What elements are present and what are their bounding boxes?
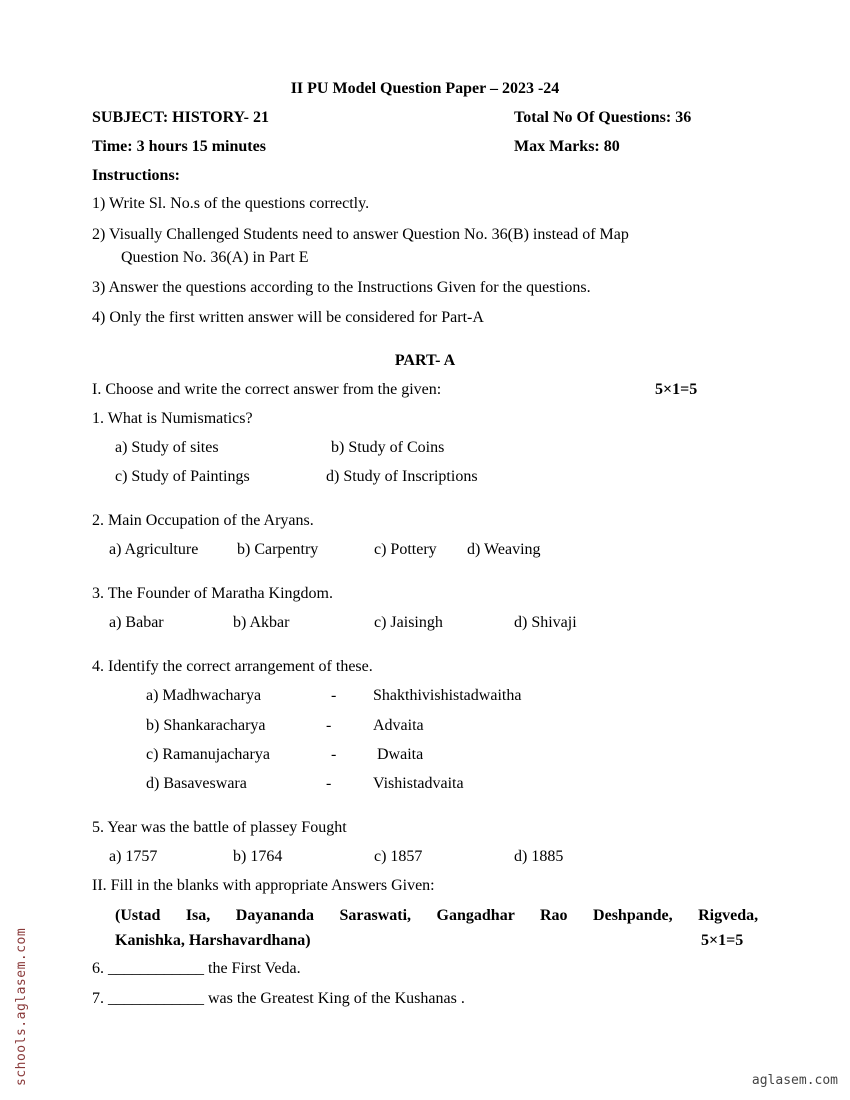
- q4-pair-dash: -: [326, 775, 332, 792]
- q4-pair-dash: -: [331, 746, 337, 763]
- instruction-item: 3) Answer the questions according to the Instructions Given for the questions.: [92, 279, 591, 296]
- q2-option-d: d) Weaving: [467, 541, 541, 558]
- q2-option-c: c) Pottery: [374, 541, 437, 558]
- fill-blank-text: was the Greatest King of the Kushanas .: [208, 990, 465, 1007]
- max-marks-label: Max Marks: 80: [514, 138, 620, 155]
- q4-pair-dash: -: [326, 717, 332, 734]
- question-5: 5. Year was the battle of plassey Fought: [92, 819, 347, 836]
- q5-option-a: a) 1757: [109, 848, 158, 865]
- fill-blank-number: 7.: [92, 990, 104, 1007]
- q4-pair-dash: -: [331, 687, 337, 704]
- instructions-heading: Instructions:: [92, 167, 181, 184]
- section-2-marks: 5×1=5: [701, 932, 744, 949]
- q2-option-b: b) Carpentry: [237, 541, 319, 558]
- fill-blank-question: [92, 989, 465, 1009]
- section-2-instruction: II. Fill in the blanks with appropriate Answers Given:: [92, 877, 435, 894]
- question-3: 3. The Founder of Maratha Kingdom.: [92, 585, 333, 602]
- q5-option-b: b) 1764: [233, 848, 283, 865]
- q1-option-b: b) Study of Coins: [331, 439, 445, 456]
- instruction-item-continued: Question No. 36(A) in Part E: [121, 249, 309, 266]
- instruction-item: 1) Write Sl. No.s of the questions correctly.: [92, 195, 370, 212]
- q4-pair-left: a) Madhwacharya: [146, 687, 262, 704]
- part-a-title: PART- A: [394, 352, 456, 369]
- total-questions-label: Total No Of Questions: 36: [514, 109, 692, 126]
- fill-blank-line: ____________: [108, 990, 204, 1007]
- answer-choice-word: Dayananda: [235, 907, 315, 924]
- q1-option-a: a) Study of sites: [115, 439, 219, 456]
- q5-option-d: d) 1885: [514, 848, 564, 865]
- q4-pair-right: Shakthivishistadwaitha: [373, 687, 522, 704]
- answer-choice-word: Rigveda,: [698, 907, 759, 924]
- q1-option-d: d) Study of Inscriptions: [326, 468, 478, 485]
- q4-pair-left: d) Basaveswara: [146, 775, 247, 792]
- answer-choices-line-1: [115, 906, 758, 926]
- answer-choice-word: (Ustad: [115, 907, 161, 924]
- q3-option-c: c) Jaisingh: [374, 614, 443, 631]
- section-1-marks: 5×1=5: [655, 381, 698, 398]
- fill-blank-text: the First Veda.: [208, 960, 301, 977]
- q4-pair-left: b) Shankaracharya: [146, 717, 266, 734]
- q4-pair-left: c) Ramanujacharya: [146, 746, 270, 763]
- q4-pair-right: Advaita: [373, 717, 424, 734]
- answer-choice-word: Rao: [539, 907, 568, 924]
- fill-blank-question: [92, 959, 301, 979]
- section-1-instruction: I. Choose and write the correct answer from the given:: [92, 381, 442, 398]
- q5-option-c: c) 1857: [374, 848, 423, 865]
- paper-title: II PU Model Question Paper – 2023 -24: [290, 80, 560, 97]
- q1-option-c: c) Study of Paintings: [115, 468, 250, 485]
- q3-option-d: d) Shivaji: [514, 614, 577, 631]
- question-4: 4. Identify the correct arrangement of these.: [92, 658, 373, 675]
- instruction-item: 2) Visually Challenged Students need to answer Question No. 36(B) instead of Map: [92, 226, 629, 243]
- answer-choice-word: Saraswati,: [339, 907, 412, 924]
- fill-blank-number: 6.: [92, 960, 104, 977]
- footer-watermark: aglasem.com: [751, 1073, 838, 1088]
- answer-choices-line-2: Kanishka, Harshavardhana): [115, 932, 311, 949]
- question-2: 2. Main Occupation of the Aryans.: [92, 512, 314, 529]
- q3-option-b: b) Akbar: [233, 614, 290, 631]
- side-watermark: schools.aglasem.com: [14, 927, 29, 1086]
- time-label: Time: 3 hours 15 minutes: [92, 138, 266, 155]
- question-1: 1. What is Numismatics?: [92, 410, 253, 427]
- answer-choice-word: Gangadhar: [436, 907, 515, 924]
- answer-choice-word: Deshpande,: [593, 907, 673, 924]
- fill-blank-line: ____________: [108, 960, 204, 977]
- q3-option-a: a) Babar: [109, 614, 164, 631]
- q2-option-a: a) Agriculture: [109, 541, 199, 558]
- subject-label: SUBJECT: HISTORY- 21: [92, 109, 269, 126]
- q4-pair-right: Dwaita: [377, 746, 424, 763]
- answer-choice-word: Isa,: [185, 907, 211, 924]
- q4-pair-right: Vishistadvaita: [373, 775, 464, 792]
- instruction-item: 4) Only the first written answer will be considered for Part-A: [92, 309, 484, 326]
